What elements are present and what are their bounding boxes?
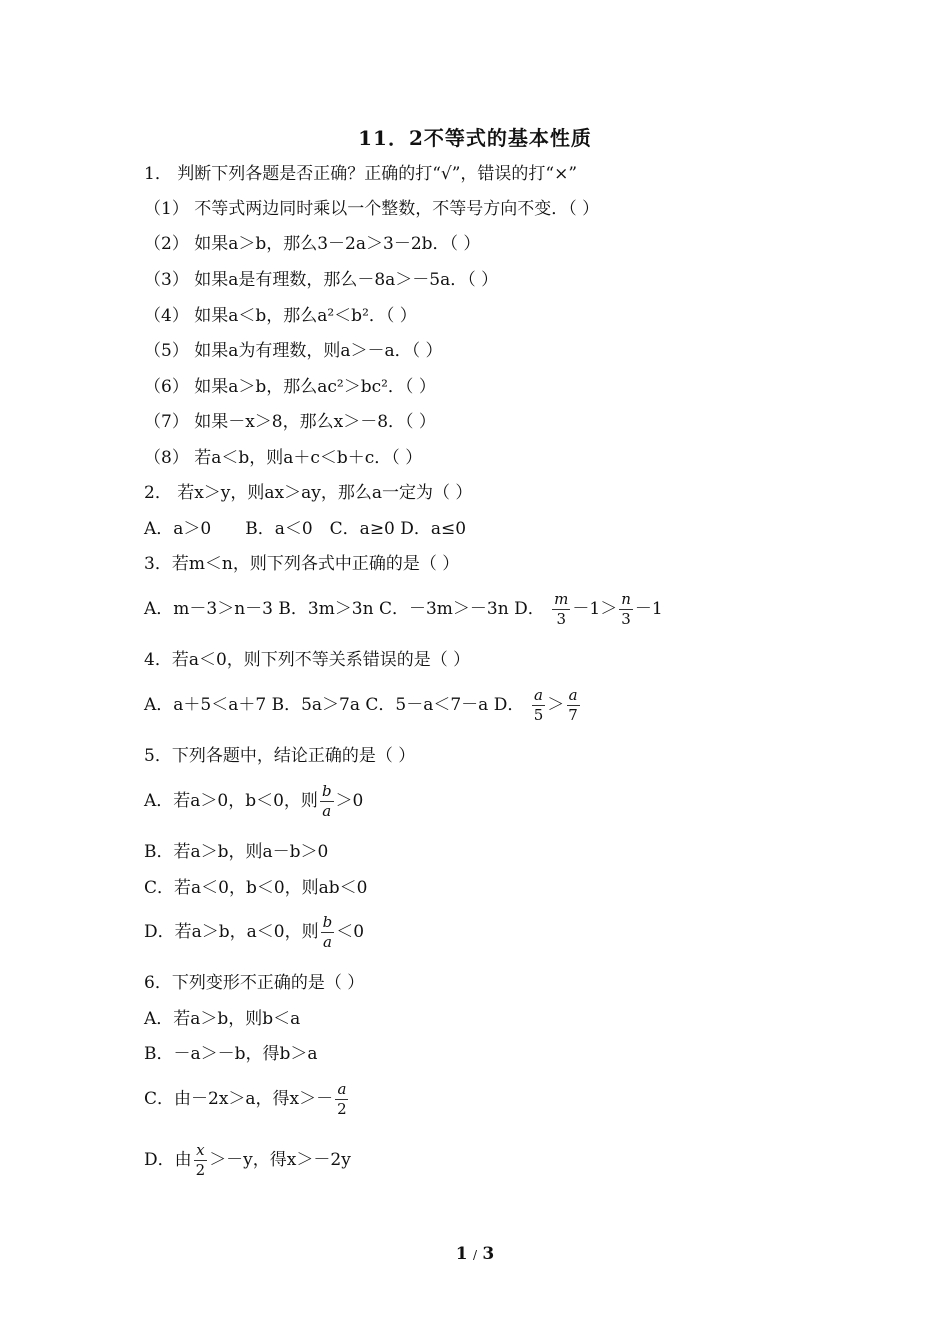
q6-c-fraction-a-over-2 bbox=[335, 1080, 349, 1119]
q2-options: A．a＞0 B．a＜0 C．a≥0 D．a≤0 bbox=[144, 519, 467, 539]
q3-fraction-n-over-3 bbox=[619, 590, 633, 629]
q5-stem: 5．下列各题中，结论正确的是（ ） bbox=[144, 746, 416, 766]
q4-options-text: A．a＋5＜a＋7 B．5a＞7a C．5－a＜7－a D． bbox=[144, 695, 525, 715]
fraction-denominator: a bbox=[322, 802, 332, 820]
q5-d-fraction-b-over-a bbox=[321, 913, 335, 952]
q6-option-a: A．若a＞b，则b＜a bbox=[144, 1009, 301, 1029]
q5-d-text: D．若a＞b，a＜0，则 bbox=[144, 922, 319, 942]
q3-middle-text: －1＞ bbox=[572, 599, 618, 619]
q1-item-2: （2） 如果a＞b，那么3－2a＞3－2b．（ ） bbox=[144, 234, 481, 254]
q6-d-tail: ＞－y，得x＞－2y bbox=[209, 1150, 351, 1170]
q1-item-6: （6） 如果a＞b，那么ac²＞bc²．（ ） bbox=[144, 377, 436, 397]
fraction-numerator: n bbox=[621, 590, 631, 608]
q6-d-text: D．由 bbox=[144, 1150, 192, 1170]
q5-option-a bbox=[144, 782, 363, 821]
q6-option-c bbox=[144, 1080, 351, 1119]
fraction-denominator: 5 bbox=[533, 706, 544, 724]
q6-stem: 6．下列变形不正确的是（ ） bbox=[144, 973, 365, 993]
q4-fraction-a-over-5 bbox=[532, 686, 546, 725]
q3-tail-text: －1 bbox=[634, 599, 663, 619]
q3-fraction-m-over-3 bbox=[552, 590, 570, 629]
q6-option-d bbox=[144, 1141, 351, 1180]
total-pages: 3 bbox=[482, 1244, 495, 1264]
q5-option-d bbox=[144, 913, 364, 952]
q1-item-1: （1） 不等式两边同时乘以一个整数，不等号方向不变．（ ） bbox=[144, 199, 600, 219]
fraction-denominator: 3 bbox=[621, 610, 631, 628]
fraction-numerator: b bbox=[322, 913, 333, 931]
fraction-numerator: a bbox=[534, 686, 543, 704]
current-page: 1 bbox=[455, 1244, 468, 1264]
fraction-numerator: b bbox=[321, 782, 332, 800]
page-title: 11．2不等式的基本性质 bbox=[358, 126, 592, 150]
q6-d-fraction-x-over-2 bbox=[194, 1141, 208, 1180]
q2-stem: 2． 若x＞y，则ax＞ay，那么a一定为（ ） bbox=[144, 483, 473, 503]
fraction-denominator: a bbox=[322, 933, 332, 951]
q5-a-fraction-b-over-a bbox=[320, 782, 334, 821]
q4-fraction-a-over-7 bbox=[566, 686, 580, 725]
fraction-numerator: m bbox=[554, 590, 569, 608]
q6-option-b: B．－a＞－b，得b＞a bbox=[144, 1044, 318, 1064]
fraction-denominator: 2 bbox=[195, 1161, 206, 1179]
q1-stem: 1． 判断下列各题是否正确？正确的打“√”，错误的打“×” bbox=[144, 164, 578, 184]
q6-c-text: C．由－2x＞a，得x＞－ bbox=[144, 1089, 334, 1109]
q1-item-5: （5） 如果a为有理数，则a＞－a．（ ） bbox=[144, 341, 443, 361]
q1-item-4: （4） 如果a＜b，那么a²＜b²．（ ） bbox=[144, 306, 417, 326]
fraction-numerator: x bbox=[196, 1141, 205, 1159]
q5-option-b: B．若a＞b，则a－b＞0 bbox=[144, 842, 329, 862]
q1-item-7: （7） 如果－x＞8，那么x＞－8．（ ） bbox=[144, 412, 436, 432]
fraction-denominator: 2 bbox=[337, 1100, 347, 1118]
q5-d-tail: ＜0 bbox=[336, 922, 365, 942]
q5-a-tail: ＞0 bbox=[335, 791, 364, 811]
page-separator: / bbox=[472, 1248, 478, 1262]
q4-stem: 4．若a＜0，则下列不等关系错误的是（ ） bbox=[144, 650, 471, 670]
q3-stem: 3．若m＜n，则下列各式中正确的是（ ） bbox=[144, 554, 460, 574]
fraction-numerator: a bbox=[337, 1080, 347, 1098]
fraction-denominator: 7 bbox=[568, 706, 578, 724]
q4-middle-text: ＞ bbox=[547, 695, 565, 715]
page-number bbox=[0, 1244, 950, 1264]
q4-options bbox=[144, 686, 582, 725]
q3-options bbox=[144, 590, 663, 629]
fraction-denominator: 3 bbox=[556, 610, 567, 628]
q3-options-text: A．m－3＞n－3 B．3m＞3n C．－3m＞－3n D． bbox=[144, 599, 545, 619]
q1-item-3: （3） 如果a是有理数，那么－8a＞－5a．（ ） bbox=[144, 270, 499, 290]
q5-option-c: C．若a＜0，b＜0，则ab＜0 bbox=[144, 878, 368, 898]
q5-a-text: A．若a＞0，b＜0，则 bbox=[144, 791, 318, 811]
fraction-numerator: a bbox=[568, 686, 578, 704]
q1-item-8: （8） 若a＜b，则a＋c＜b＋c．（ ） bbox=[144, 448, 423, 468]
